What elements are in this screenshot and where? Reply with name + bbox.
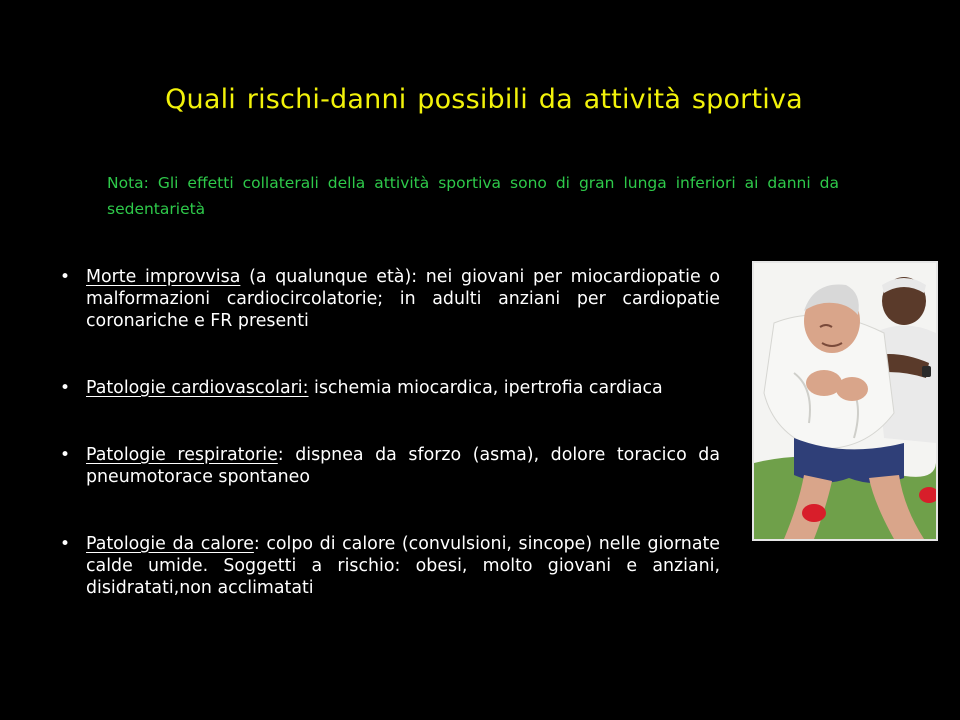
bullet-marker: • [60,445,71,465]
bullet-text: ischemia miocardica, ipertrofia cardiaca [308,378,663,398]
bullet-term: Patologie cardiovascolari: [86,378,309,398]
bullet-text: (a qualunque età): nei giovani per miocardiopatie o malformazioni cardiocircolatorie; in adulti anziani per cardiopatie coronariche e FR presenti [86,267,720,331]
bullet-term: Patologie respiratorie [86,445,278,465]
bullet-marker: • [60,378,71,398]
photo-helper-watch [922,366,931,377]
bullet-term: Morte improvvisa [86,267,241,287]
bullet-term: Patologie da calore [86,534,254,554]
photo-man-hand [836,377,868,401]
list-item [58,533,720,599]
bullet-text: : colpo di calore (convulsioni, sincope) nelle giornate calde umide. Soggetti a rischio: obesi, molto giovani e anziani, disidratati,non acclimatati [86,534,720,598]
bullet-list [58,266,720,644]
bullet-text: : dispnea da sforzo (asma), dolore toracico da pneumotorace spontaneo [86,445,720,487]
list-item [58,266,720,332]
photo-red-ball [802,504,826,522]
list-item [58,444,720,488]
slide-title: Quali rischi-danni possibili da attività sportiva [165,84,803,115]
list-item [58,377,720,399]
bullet-marker: • [60,534,71,554]
photo-illustration [754,263,936,539]
slide-note: Nota: Gli effetti collaterali della attività sportiva sono di gran lunga inferiori ai danni da sedentarietà [107,174,839,218]
bullet-marker: • [60,267,71,287]
photo-chest-pain [752,261,938,541]
